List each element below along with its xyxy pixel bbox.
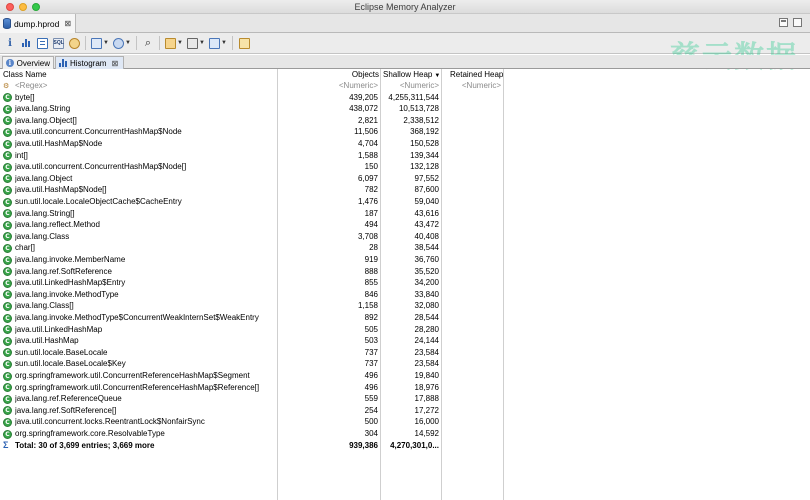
class-name-cell: java.lang.ref.SoftReference[]	[15, 405, 117, 415]
shallow-heap-cell: 34,200	[414, 278, 439, 288]
shallow-heap-cell: 132,128	[410, 162, 439, 172]
sum-icon: Σ	[3, 439, 9, 450]
table-row[interactable]	[0, 347, 810, 359]
class-icon: C	[3, 430, 12, 439]
class-icon: C	[3, 116, 12, 125]
shallow-heap-cell: 150,528	[410, 139, 439, 148]
class-icon: C	[3, 186, 12, 195]
group-by-icon[interactable]: ▼	[164, 36, 184, 50]
objects-cell: 737	[364, 359, 378, 369]
table-row[interactable]	[0, 416, 810, 428]
toolbar-separator	[159, 36, 160, 50]
table-row[interactable]	[0, 231, 810, 243]
calculate-retained-icon[interactable]: ▼	[186, 36, 206, 50]
objects-cell: 500	[364, 417, 378, 427]
objects-cell: 855	[364, 278, 378, 288]
table-row[interactable]	[0, 277, 810, 289]
table-header	[0, 69, 810, 80]
class-icon: C	[3, 337, 12, 346]
window-titlebar	[0, 0, 810, 14]
editor-tab-label: dump.hprod	[14, 18, 60, 29]
shallow-heap-cell: 10,513,728	[398, 104, 439, 114]
class-name-cell: char[]	[15, 243, 36, 253]
query-browser-icon[interactable]: ▼	[90, 36, 110, 50]
objects-cell: 4,704	[357, 139, 378, 148]
class-name-cell: java.util.concurrent.ConcurrentHashMap$Node	[15, 127, 182, 137]
class-name-cell: java.lang.ref.SoftReference	[15, 266, 112, 276]
histogram-icon[interactable]	[19, 36, 33, 50]
regex-filter-icon: ⚙	[3, 82, 10, 90]
class-name-cell: org.springframework.core.ResolvableType	[15, 429, 165, 438]
table-row[interactable]	[0, 393, 810, 405]
shallow-heap-cell: 16,000	[414, 417, 439, 427]
class-name-cell: java.util.HashMap$Node[]	[15, 185, 107, 195]
objects-cell: 11,506	[354, 127, 378, 137]
class-name-cell: java.util.HashMap	[15, 336, 79, 346]
column-header-objects[interactable]: Objects	[351, 70, 379, 79]
objects-cell: 439,205	[349, 92, 378, 102]
objects-cell: 304	[364, 429, 378, 438]
tab-histogram[interactable]	[55, 56, 124, 69]
objects-cell: 28	[369, 243, 378, 253]
class-icon: C	[3, 163, 12, 172]
heap-dump-icon	[3, 18, 11, 29]
objects-cell: 559	[364, 394, 378, 404]
table-row[interactable]	[0, 312, 810, 324]
shallow-heap-cell: 14,592	[414, 429, 439, 438]
shallow-heap-cell: 19,840	[414, 371, 439, 380]
class-icon: C	[3, 221, 12, 230]
class-name-cell: java.util.LinkedHashMap	[15, 324, 103, 334]
class-icon: C	[3, 140, 12, 149]
class-icon: C	[3, 267, 12, 276]
column-header-retained-heap[interactable]: Retained Heap	[450, 70, 504, 79]
table-row[interactable]	[0, 103, 810, 115]
class-name-cell: java.lang.Class	[15, 231, 70, 241]
shallow-heap-cell: 17,272	[414, 405, 439, 415]
shallow-heap-cell: 33,840	[414, 289, 439, 299]
table-row[interactable]	[0, 115, 810, 127]
filter-row	[0, 80, 810, 92]
table-row[interactable]	[0, 358, 810, 370]
table-row[interactable]	[0, 173, 810, 185]
class-icon: C	[3, 314, 12, 323]
class-icon: C	[3, 93, 12, 102]
objects-cell: 505	[364, 324, 378, 334]
toolbar-separator	[232, 36, 233, 50]
shallow-heap-cell: 28,280	[414, 324, 439, 334]
table-row[interactable]	[0, 335, 810, 347]
shallow-heap-cell: 23,584	[414, 347, 439, 357]
class-icon: C	[3, 105, 12, 114]
shallow-heap-cell: 24,144	[414, 336, 439, 346]
find-object-icon[interactable]: ▼	[112, 36, 132, 50]
subtab-bar	[0, 55, 810, 69]
class-name-cell: java.lang.invoke.MethodType$ConcurrentWeakInternSet$WeakEntry	[15, 313, 259, 322]
shallow-heap-cell: 35,520	[414, 266, 439, 276]
class-icon: C	[3, 232, 12, 241]
objects-cell: 2,821	[357, 115, 378, 125]
class-name-cell: java.lang.reflect.Method	[15, 220, 100, 230]
class-icon: C	[3, 256, 12, 265]
editor-tab-dump[interactable]	[0, 14, 76, 33]
maximize-view-button[interactable]	[793, 18, 802, 27]
objects-cell: 1,158	[357, 301, 378, 311]
shallow-heap-cell: 40,408	[414, 231, 439, 241]
heap-dump-overview-icon[interactable]	[67, 36, 81, 50]
shallow-heap-cell: 36,760	[414, 255, 439, 264]
filter-objects-input[interactable]: <Numeric>	[338, 81, 378, 90]
class-name-cell: java.lang.Class[]	[15, 301, 74, 311]
column-header-class-name[interactable]: Class Name	[3, 70, 47, 79]
objects-cell: 187	[364, 208, 378, 218]
class-icon: C	[3, 198, 12, 207]
objects-cell: 737	[364, 347, 378, 357]
objects-cell: 3,708	[357, 231, 378, 241]
objects-cell: 496	[364, 382, 378, 392]
class-icon: C	[3, 290, 12, 299]
tab-overview-label: Overview	[16, 58, 50, 68]
total-row	[0, 440, 810, 452]
table-row[interactable]	[0, 219, 810, 231]
shallow-heap-cell: 32,080	[414, 301, 439, 311]
objects-cell: 1,476	[357, 197, 378, 206]
table-row[interactable]	[0, 289, 810, 301]
shallow-heap-cell: 59,040	[414, 197, 439, 206]
compare-icon[interactable]	[237, 36, 251, 50]
class-icon: C	[3, 302, 12, 311]
objects-cell: 496	[364, 371, 378, 380]
toolbar-separator	[85, 36, 86, 50]
sort-descending-icon: ▼	[434, 73, 441, 79]
info-icon: i	[6, 59, 14, 67]
filter-retained-heap-input[interactable]: <Numeric>	[461, 81, 501, 90]
table-row[interactable]	[0, 428, 810, 440]
table-row[interactable]	[0, 184, 810, 196]
shallow-heap-cell: 18,976	[414, 382, 439, 392]
class-icon: C	[3, 174, 12, 183]
shallow-heap-cell: 43,472	[414, 220, 439, 230]
column-header-shallow-heap[interactable]	[383, 69, 440, 80]
class-name-cell: sun.util.locale.BaseLocale$Key	[15, 359, 126, 369]
table-row[interactable]	[0, 196, 810, 208]
objects-cell: 846	[364, 289, 378, 299]
histogram-icon	[59, 59, 67, 67]
oql-icon[interactable]: SQL	[51, 36, 65, 50]
class-name-cell: java.util.concurrent.ConcurrentHashMap$Node[]	[15, 162, 187, 172]
objects-cell: 494	[364, 220, 378, 230]
table-row[interactable]	[0, 405, 810, 417]
table-row[interactable]	[0, 254, 810, 266]
class-icon: C	[3, 418, 12, 427]
shallow-heap-cell: 38,544	[414, 243, 439, 253]
total-objects: 939,386	[349, 440, 378, 450]
objects-cell: 919	[364, 255, 378, 264]
class-icon: C	[3, 406, 12, 415]
filter-class-name-input[interactable]: <Regex>	[15, 81, 48, 90]
window-title: Eclipse Memory Analyzer	[354, 2, 456, 12]
table-row[interactable]	[0, 370, 810, 382]
objects-cell: 438,072	[349, 104, 378, 114]
table-row[interactable]	[0, 92, 810, 104]
class-icon: C	[3, 128, 12, 137]
histogram-table	[0, 69, 810, 500]
shallow-heap-cell: 4,255,311,544	[388, 92, 439, 102]
class-icon: C	[3, 395, 12, 404]
class-icon: C	[3, 383, 12, 392]
objects-cell: 782	[364, 185, 378, 195]
table-row[interactable]	[0, 300, 810, 312]
class-icon: C	[3, 325, 12, 334]
class-name-cell: java.lang.ref.ReferenceQueue	[15, 394, 122, 404]
close-icon[interactable]: ⊠	[64, 19, 72, 28]
shallow-heap-cell: 87,600	[414, 185, 439, 195]
total-label: Total: 30 of 3,699 entries; 3,669 more	[15, 440, 155, 450]
filter-shallow-heap-input[interactable]: <Numeric>	[399, 81, 439, 90]
table-row[interactable]	[0, 266, 810, 278]
table-row[interactable]	[0, 324, 810, 336]
toolbar-separator	[136, 36, 137, 50]
class-name-cell: java.util.concurrent.locks.ReentrantLock$NonfairSync	[15, 417, 205, 427]
close-icon[interactable]: ⊠	[111, 58, 119, 68]
shallow-heap-cell: 139,344	[410, 150, 439, 160]
editor-tab-bar	[0, 14, 810, 33]
shallow-heap-cell: 17,888	[414, 394, 439, 404]
class-name-cell: sun.util.locale.BaseLocale	[15, 347, 108, 357]
search-icon[interactable]: ⌕	[144, 36, 152, 49]
class-icon: C	[3, 372, 12, 381]
class-name-cell: java.lang.Object	[15, 173, 73, 183]
export-icon[interactable]: ▼	[208, 36, 228, 50]
table-row[interactable]	[0, 242, 810, 254]
shallow-heap-cell: 2,338,512	[403, 115, 439, 125]
class-name-cell: java.util.LinkedHashMap$Entry	[15, 278, 126, 288]
class-name-cell: java.lang.String[]	[15, 208, 75, 218]
class-name-cell: org.springframework.util.ConcurrentReferenceHashMap$Reference[]	[15, 382, 260, 392]
tab-histogram-label: Histogram	[70, 58, 107, 68]
tab-overview[interactable]	[2, 56, 54, 69]
class-name-cell: java.util.HashMap$Node	[15, 139, 103, 148]
class-name-cell: org.springframework.util.ConcurrentReferenceHashMap$Segment	[15, 371, 250, 380]
column-header-shallow-heap-label: Shallow Heap	[383, 70, 433, 79]
shallow-heap-cell: 23,584	[414, 359, 439, 369]
objects-cell: 1,588	[357, 150, 378, 160]
shallow-heap-cell: 43,616	[414, 208, 439, 218]
class-name-cell: java.lang.invoke.MemberName	[15, 255, 126, 264]
class-icon: C	[3, 209, 12, 218]
objects-cell: 888	[364, 266, 378, 276]
minimize-view-button[interactable]	[779, 18, 788, 27]
total-shallow-heap: 4,270,301,0...	[390, 440, 439, 450]
class-name-cell: sun.util.locale.LocaleObjectCache$CacheEntry	[15, 197, 182, 206]
shallow-heap-cell: 368,192	[410, 127, 439, 137]
table-row[interactable]	[0, 138, 810, 150]
class-name-cell: java.lang.invoke.MethodType	[15, 289, 119, 299]
table-row[interactable]	[0, 161, 810, 173]
class-name-cell: byte[]	[15, 92, 35, 102]
class-icon: C	[3, 151, 12, 160]
class-icon: C	[3, 244, 12, 253]
table-row[interactable]	[0, 126, 810, 138]
shallow-heap-cell: 97,552	[414, 173, 439, 183]
objects-cell: 892	[364, 313, 378, 322]
class-icon: C	[3, 348, 12, 357]
objects-cell: 150	[364, 162, 378, 172]
objects-cell: 254	[364, 405, 378, 415]
table-row[interactable]	[0, 208, 810, 220]
info-icon[interactable]: i	[8, 37, 12, 49]
objects-cell: 503	[364, 336, 378, 346]
class-icon: C	[3, 279, 12, 288]
class-icon: C	[3, 360, 12, 369]
dominator-tree-icon[interactable]	[35, 36, 49, 50]
shallow-heap-cell: 28,544	[414, 313, 439, 322]
objects-cell: 6,097	[357, 173, 378, 183]
class-name-cell: int[]	[15, 150, 28, 160]
class-name-cell: java.lang.Object[]	[15, 115, 77, 125]
table-row[interactable]	[0, 150, 810, 162]
class-name-cell: java.lang.String	[15, 104, 71, 114]
table-row[interactable]	[0, 382, 810, 394]
